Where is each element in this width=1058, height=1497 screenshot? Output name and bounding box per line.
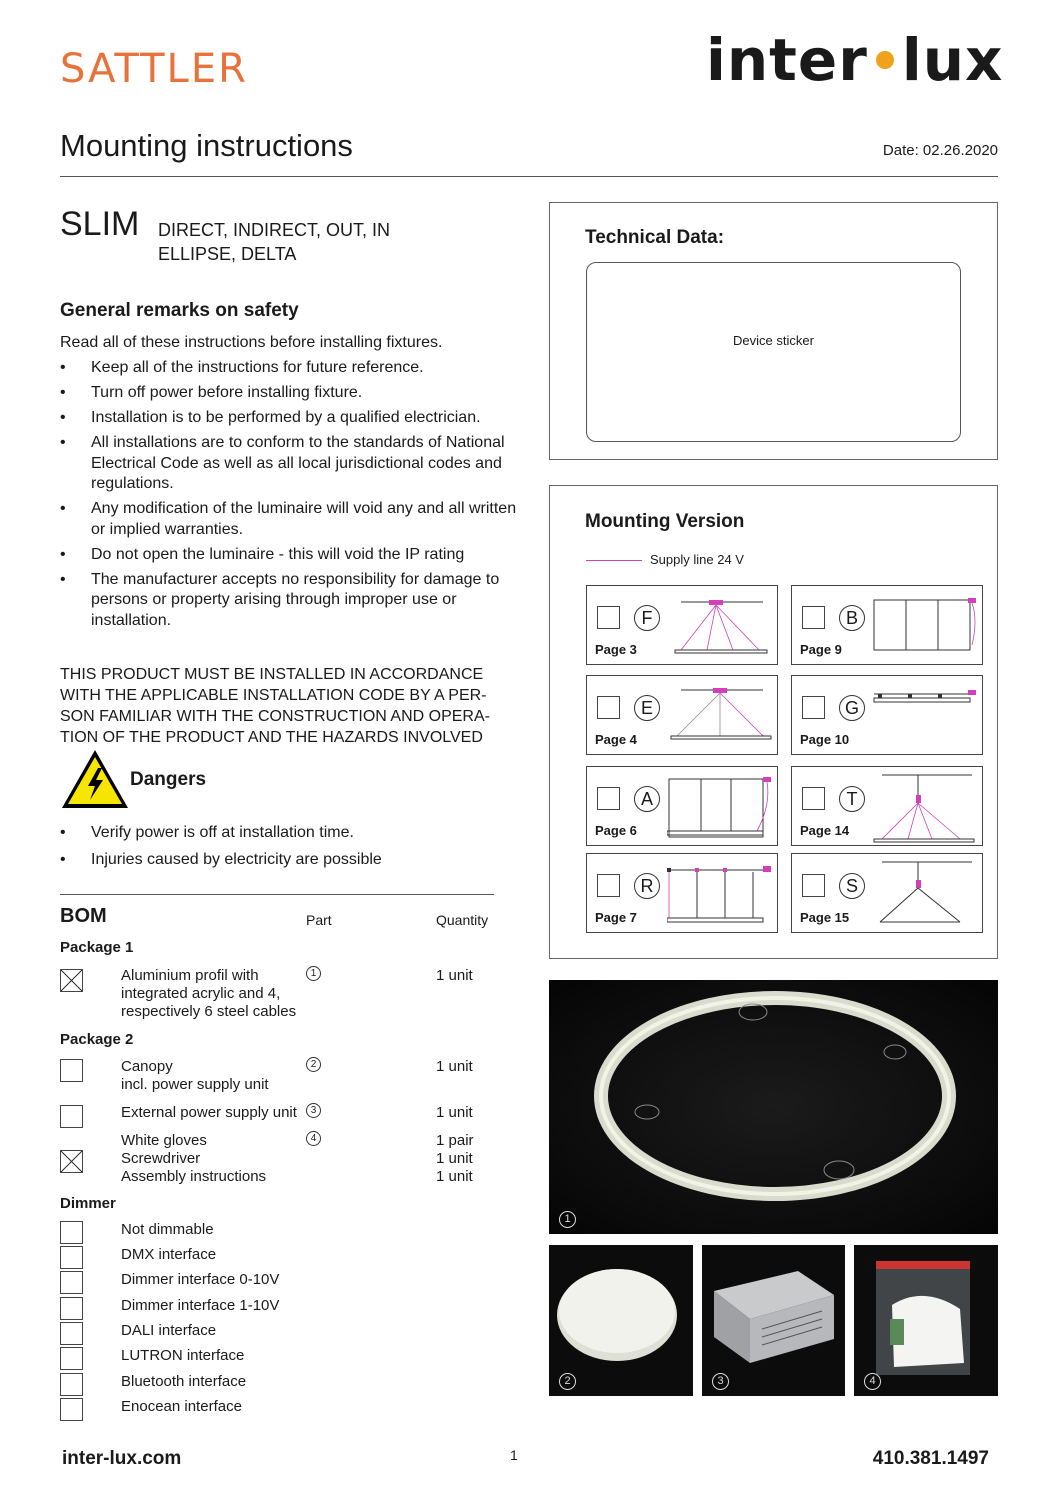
part-number-badge: 4 (306, 1131, 321, 1146)
dimmer-option-label: Enocean interface (121, 1398, 242, 1415)
version-page: Page 4 (595, 732, 637, 747)
dimmer-checkbox[interactable] (60, 1373, 83, 1396)
canopy-description (121, 1058, 269, 1094)
version-letter: A (634, 786, 660, 812)
package-1-item-checkbox[interactable] (60, 969, 83, 992)
version-letter: G (839, 695, 865, 721)
photo-aluminium-ring (549, 980, 998, 1234)
bom-quantity-column: Quantity (436, 912, 489, 928)
photo-badge: 2 (559, 1373, 576, 1390)
version-checkbox[interactable] (802, 606, 825, 629)
item-line: incl. power supply unit (121, 1076, 269, 1093)
version-checkbox[interactable] (597, 696, 620, 719)
power-supply-description: External power supply unit (121, 1104, 297, 1121)
version-card-t[interactable] (791, 766, 983, 846)
safety-list (60, 358, 520, 636)
bom-part-column: Part (306, 912, 332, 928)
supply-line-legend-label: Supply line 24 V (650, 552, 744, 567)
version-letter: S (839, 873, 865, 899)
supply-line-legend-swatch (586, 560, 642, 561)
safety-heading: General remarks on safety (60, 300, 299, 321)
item-line: Aluminium profil with (121, 967, 259, 984)
ceiling-box-icon (872, 590, 980, 662)
safety-item: • Installation is to be performed by a qualified electrician. (60, 408, 520, 429)
bom-divider (60, 894, 494, 895)
installation-notice: THIS PRODUCT MUST BE INSTALLED IN ACCORDANCE WITH THE APPLICABLE INSTALLATION CODE BY A PER-SON FAMILIAR WITH THE CONSTRUCTION AND OPERA-TION OF THE PRODUCT AND THE HAZARDS INVOLVED (60, 666, 490, 746)
direct-pendant-icon (667, 590, 775, 662)
delta-suspension-icon (872, 858, 980, 930)
logo-dot-icon (876, 51, 894, 69)
item-line: White gloves (121, 1132, 207, 1149)
safety-item: • The manufacturer accepts no responsibility for damage to persons or property arising through improper use or installation. (60, 570, 520, 632)
version-page: Page 7 (595, 910, 637, 925)
version-card-s[interactable] (791, 853, 983, 933)
version-page: Page 9 (800, 642, 842, 657)
page-number: 1 (510, 1447, 518, 1463)
version-letter: R (634, 873, 660, 899)
item-quantity: 1 unit (436, 1168, 473, 1185)
indirect-pendant-icon (667, 771, 775, 843)
variants-line-2: ELLIPSE, DELTA (158, 244, 297, 264)
version-checkbox[interactable] (802, 696, 825, 719)
safety-item: • Keep all of the instructions for future reference. (60, 358, 520, 379)
package-2-canopy-checkbox[interactable] (60, 1059, 83, 1082)
dangers-list (60, 824, 520, 878)
item-line: Canopy (121, 1058, 173, 1075)
version-card-r[interactable] (586, 853, 778, 933)
device-sticker-label: Device sticker (733, 333, 814, 348)
dimmer-option-label: Dimmer interface 1-10V (121, 1297, 280, 1314)
danger-item: • Verify power is off at installation time. (60, 824, 520, 842)
dimmer-checkbox[interactable] (60, 1221, 83, 1244)
dimmer-option-label: DALI interface (121, 1322, 217, 1339)
version-checkbox[interactable] (802, 787, 825, 810)
version-checkbox[interactable] (597, 787, 620, 810)
version-checkbox[interactable] (597, 874, 620, 897)
interlux-logo-part1: inter (706, 26, 868, 94)
interlux-logo (706, 26, 1003, 94)
dimmer-checkbox[interactable] (60, 1322, 83, 1345)
surface-mount-icon (872, 680, 980, 752)
package-2-heading: Package 2 (60, 1031, 134, 1048)
version-card-b[interactable] (791, 585, 983, 665)
safety-intro: Read all of these instructions before installing fixtures. (60, 334, 443, 351)
accessories-quantity (436, 1132, 474, 1186)
danger-item: • Injuries caused by electricity are possible (60, 851, 520, 869)
photo-badge: 1 (559, 1211, 576, 1228)
single-suspension-icon (872, 771, 980, 843)
dimmer-option-label: Dimmer interface 0-10V (121, 1271, 280, 1288)
dimmer-heading: Dimmer (60, 1195, 116, 1212)
version-page: Page 3 (595, 642, 637, 657)
rail-mount-icon (667, 858, 775, 930)
item-line: Assembly instructions (121, 1168, 267, 1185)
version-checkbox[interactable] (802, 874, 825, 897)
mounting-version-heading: Mounting Version (585, 511, 745, 532)
variants-line-1: DIRECT, INDIRECT, OUT, IN (158, 220, 391, 240)
version-page: Page 15 (800, 910, 850, 925)
version-letter: T (839, 786, 865, 812)
item-quantity: 1 pair (436, 1132, 474, 1149)
dimmer-checkbox[interactable] (60, 1398, 83, 1421)
accessories-description (121, 1132, 266, 1186)
version-page: Page 6 (595, 823, 637, 838)
dimmer-checkbox[interactable] (60, 1297, 83, 1320)
dimmer-checkbox[interactable] (60, 1271, 83, 1294)
part-number-badge: 2 (306, 1057, 321, 1072)
safety-item: • All installations are to conform to the standards of National Electrical Code as well as all local jurisdictional codes and regulations. (60, 433, 520, 495)
dimmer-checkbox[interactable] (60, 1246, 83, 1269)
version-card-f[interactable] (586, 585, 778, 665)
item-line: integrated acrylic and 4, (121, 985, 281, 1002)
photo-badge: 3 (712, 1373, 729, 1390)
photo-badge: 4 (864, 1373, 881, 1390)
safety-item: • Do not open the luminaire - this will void the IP rating (60, 545, 520, 566)
package-1-item-description (121, 967, 296, 1021)
technical-data-heading: Technical Data: (585, 227, 725, 248)
dangers-heading: Dangers (130, 769, 207, 790)
header-divider (60, 176, 998, 177)
package-1-heading: Package 1 (60, 939, 134, 956)
item-quantity: 1 unit (436, 1058, 473, 1075)
item-quantity: 1 unit (436, 967, 473, 984)
safety-item: • Turn off power before installing fixture. (60, 383, 520, 404)
footer-phone: 410.381.1497 (872, 1448, 989, 1469)
dimmer-checkbox[interactable] (60, 1347, 83, 1370)
item-quantity: 1 unit (436, 1104, 473, 1121)
safety-item: • Any modification of the luminaire will void any and all written or implied warranties. (60, 499, 520, 540)
version-letter: E (634, 695, 660, 721)
product-name: SLIM (60, 205, 140, 243)
version-card-g[interactable] (791, 675, 983, 755)
dimmer-option-label: LUTRON interface (121, 1347, 245, 1364)
part-number-badge: 3 (306, 1103, 321, 1118)
product-variants (158, 218, 390, 266)
item-line: respectively 6 steel cables (121, 1003, 297, 1020)
version-letter: F (634, 605, 660, 631)
footer-website[interactable]: inter-lux.com (62, 1448, 182, 1469)
package-2-accessories-checkbox[interactable] (60, 1150, 83, 1173)
interlux-logo-part2: lux (901, 26, 1004, 94)
document-date: Date: 02.26.2020 (882, 142, 998, 159)
dimmer-option-label: Not dimmable (121, 1221, 214, 1238)
version-letter: B (839, 605, 865, 631)
ellipse-pendant-icon (667, 680, 775, 752)
part-number-badge: 1 (306, 966, 321, 981)
ring-luminaire-illustration (549, 980, 998, 1234)
version-page: Page 10 (800, 732, 850, 747)
version-card-e[interactable] (586, 675, 778, 755)
electric-hazard-icon (60, 748, 130, 810)
dimmer-option-label: Bluetooth interface (121, 1373, 247, 1390)
document-title: Mounting instructions (60, 128, 353, 163)
version-card-a[interactable] (586, 766, 778, 846)
package-2-power-supply-checkbox[interactable] (60, 1105, 83, 1128)
item-line: Screwdriver (121, 1150, 201, 1167)
dimmer-option-label: DMX interface (121, 1246, 217, 1263)
device-sticker-area (586, 262, 961, 442)
version-page: Page 14 (800, 823, 850, 838)
item-quantity: 1 unit (436, 1150, 473, 1167)
sattler-logo: SATTLER (60, 46, 248, 92)
bom-heading: BOM (60, 905, 107, 927)
version-checkbox[interactable] (597, 606, 620, 629)
